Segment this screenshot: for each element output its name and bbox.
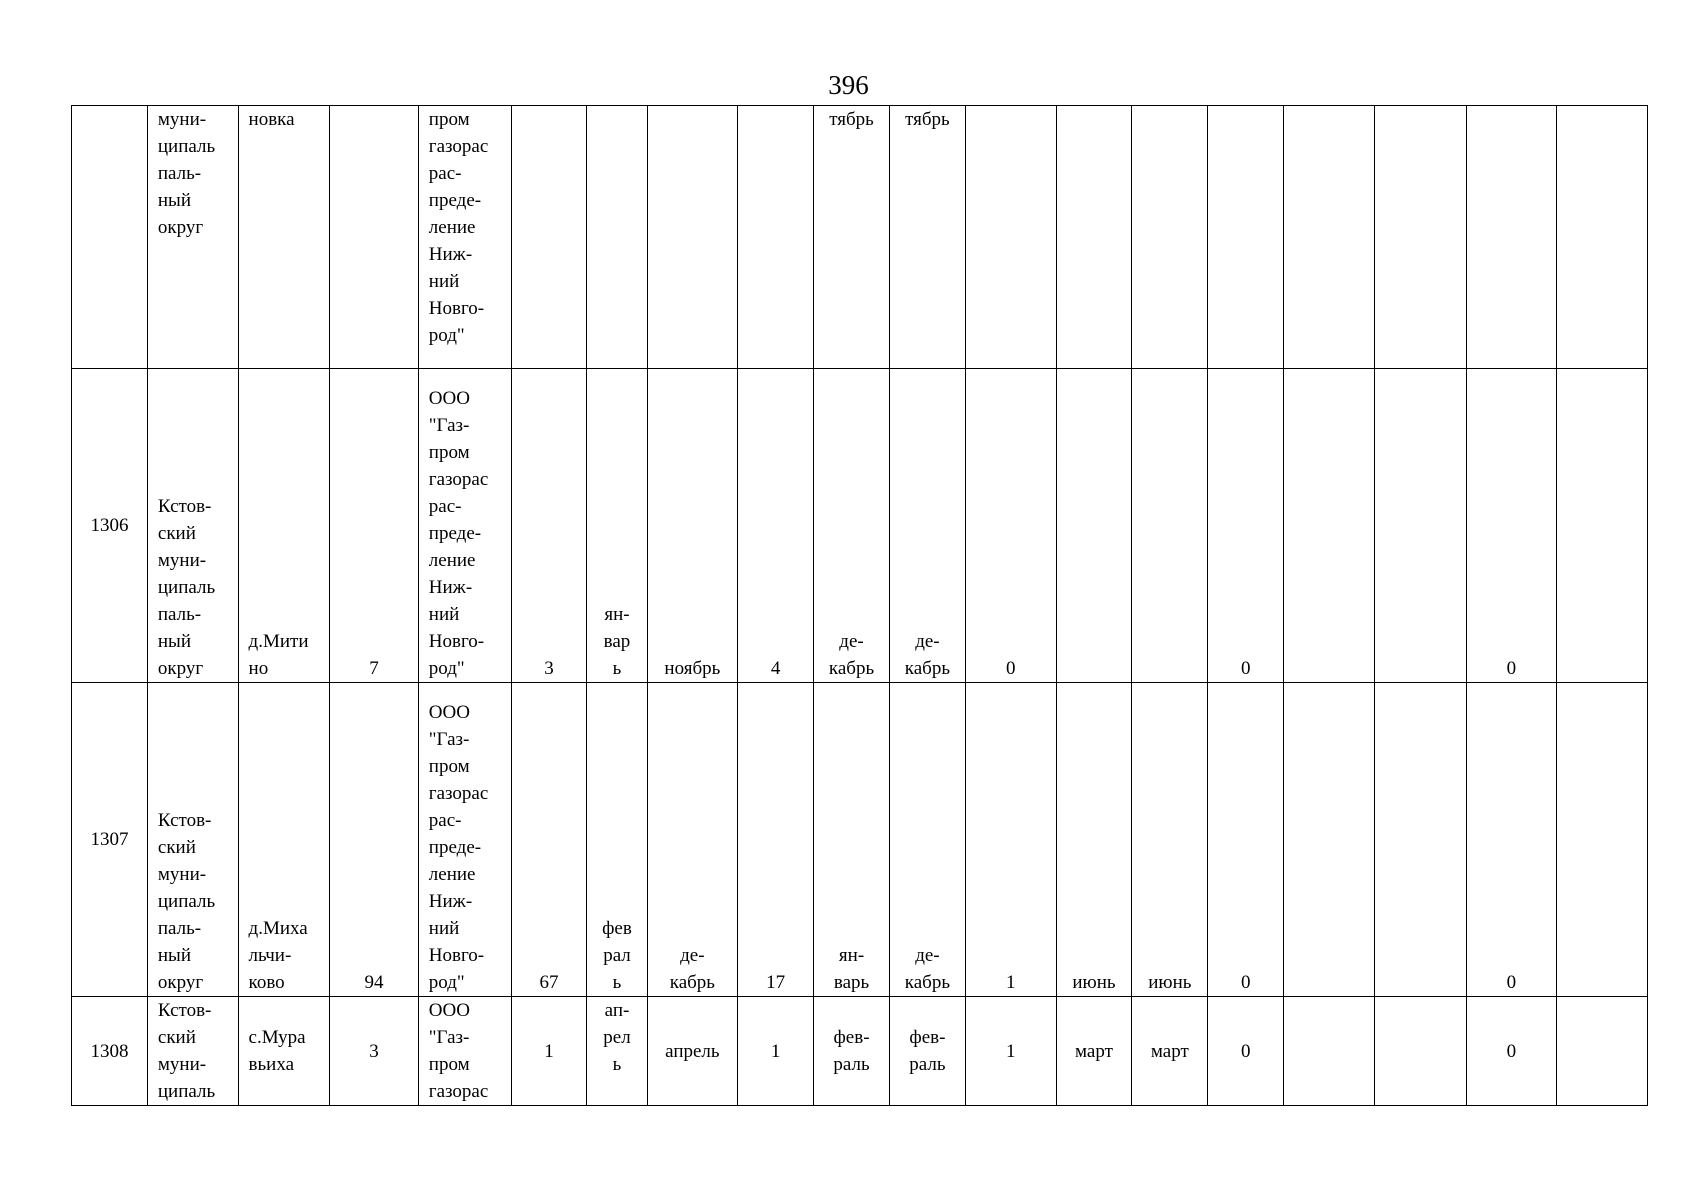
table-row [72,997,1648,1106]
start-month-cell [587,106,647,369]
cell-text: де- кабрь [669,945,715,993]
value-cell [738,683,814,997]
cell-text: Кстов- ский муни- ципаль паль- ный округ [157,496,216,679]
value-cell [1208,369,1284,683]
month-cell [1132,106,1208,369]
data-table [71,105,1648,1106]
end-month-cell [647,683,738,997]
district-cell [147,106,238,369]
count-cell [511,106,587,369]
table-body [72,106,1648,1106]
cell-text: июнь [1072,972,1116,993]
organization-cell [418,106,511,369]
cell-text: 94 [364,972,384,993]
cell-text: Кстов- ский муни- ципаль паль- ный округ [157,810,216,993]
value-cell [965,369,1056,683]
cell-text: июнь [1148,972,1192,993]
cell-text: 1307 [90,829,129,850]
cell-text: де- кабрь [904,631,951,679]
cell-text: ООО "Газ- пром газорас рас- преде- ление Ниж- ний Новго- род" [428,388,489,679]
cell-text: 1 [1005,972,1016,993]
empty-cell [1284,997,1375,1106]
start-month-cell [587,369,647,683]
empty-cell [1374,106,1466,369]
cell-text: 0 [1240,1040,1251,1062]
empty-cell [1557,997,1648,1106]
cell-text: 0 [1506,658,1517,679]
cell-text: 0 [1506,972,1517,993]
cell-text: 0 [1240,972,1251,993]
cell-text: тябрь [829,109,874,130]
cell-text: 1 [770,1040,781,1062]
cell-text: апрель [665,1040,720,1062]
cell-text: ноябрь [664,658,721,679]
end-month-cell [647,369,738,683]
month-cell [814,369,890,683]
empty-cell [1557,369,1648,683]
month-cell [1132,369,1208,683]
cell-text: Кстов- ский муни- ципаль [157,1000,216,1102]
cell-text: 1 [544,1040,554,1062]
month-cell [814,683,890,997]
table-row [72,106,1648,369]
cell-text: 1308 [90,1040,129,1062]
cell-text: д.Миха льчи- ково [248,918,308,993]
cell-text: март [1150,1040,1189,1062]
month-cell [1056,106,1132,369]
district-cell [147,997,238,1106]
cell-text: 67 [539,972,559,993]
value-cell [1208,106,1284,369]
cell-text: тябрь [905,109,950,130]
cell-text: де- кабрь [904,945,951,993]
value-cell [738,997,814,1106]
month-cell [889,683,965,997]
month-cell [1056,369,1132,683]
month-cell [1132,997,1208,1106]
month-cell [1056,997,1132,1106]
end-month-cell [647,997,738,1106]
table-row [72,369,1648,683]
empty-cell [1374,683,1466,997]
cell-text: де- кабрь [828,631,875,679]
start-month-cell [587,997,647,1106]
organization-cell [418,997,511,1106]
cell-text: с.Мура вьиха [248,1027,306,1075]
table-row [72,683,1648,997]
month-cell [889,997,965,1106]
row-number [72,683,148,997]
value-cell [738,106,814,369]
cell-text: март [1075,1040,1113,1062]
cell-text: 3 [544,658,554,679]
settlement-cell [238,683,330,997]
cell-text: 4 [770,658,781,679]
cell-text: фев рал ь [602,918,632,993]
cell-text: ап- рел ь [603,1000,631,1075]
cell-text: ян- вар ь [603,604,631,679]
count-cell [511,683,587,997]
row-number [72,106,148,369]
value-cell [1466,997,1557,1106]
quantity-cell [330,106,419,369]
value-cell [965,683,1056,997]
empty-cell [1557,106,1648,369]
organization-cell [418,369,511,683]
value-cell [1466,683,1557,997]
settlement-cell [238,369,330,683]
cell-text: 17 [766,972,786,993]
empty-cell [1557,683,1648,997]
quantity-cell [330,369,419,683]
cell-text: д.Мити но [248,631,309,679]
empty-cell [1284,369,1375,683]
count-cell [511,369,587,683]
settlement-cell [238,106,330,369]
row-number [72,369,148,683]
month-cell [1056,683,1132,997]
value-cell [965,106,1056,369]
cell-text: 1306 [90,515,129,536]
page-number: 396 [828,70,869,100]
cell-text: ян- варь [833,945,870,993]
organization-cell [418,683,511,997]
month-cell [889,106,965,369]
cell-text: пром газорас рас- преде- ление Ниж- ний Новго- род" [428,109,489,346]
start-month-cell [587,683,647,997]
cell-text: ООО "Газ- пром газорас рас- преде- ление Ниж- ний Новго- род" [428,702,489,993]
cell-text: новка [248,109,295,130]
value-cell [965,997,1056,1106]
cell-text: 0 [1506,1040,1517,1062]
cell-text: 7 [369,658,379,679]
month-cell [889,369,965,683]
count-cell [511,997,587,1106]
end-month-cell [647,106,738,369]
month-cell [814,106,890,369]
value-cell [1466,106,1557,369]
district-cell [147,369,238,683]
value-cell [738,369,814,683]
quantity-cell [330,683,419,997]
cell-text: 0 [1240,658,1251,679]
cell-text: фев- раль [833,1027,870,1075]
month-cell [814,997,890,1106]
cell-text: 3 [369,1040,379,1062]
settlement-cell [238,997,330,1106]
empty-cell [1284,683,1375,997]
empty-cell [1284,106,1375,369]
cell-text: ООО "Газ- пром газорас [428,1000,489,1102]
month-cell [1132,683,1208,997]
cell-text: 1 [1005,1040,1016,1062]
empty-cell [1374,369,1466,683]
row-number [72,997,148,1106]
quantity-cell [330,997,419,1106]
value-cell [1208,997,1284,1106]
value-cell [1208,683,1284,997]
value-cell [1466,369,1557,683]
cell-text: фев- раль [909,1027,946,1075]
cell-text: муни- ципаль паль- ный округ [157,109,216,238]
empty-cell [1374,997,1466,1106]
cell-text: 0 [1005,658,1016,679]
district-cell [147,683,238,997]
